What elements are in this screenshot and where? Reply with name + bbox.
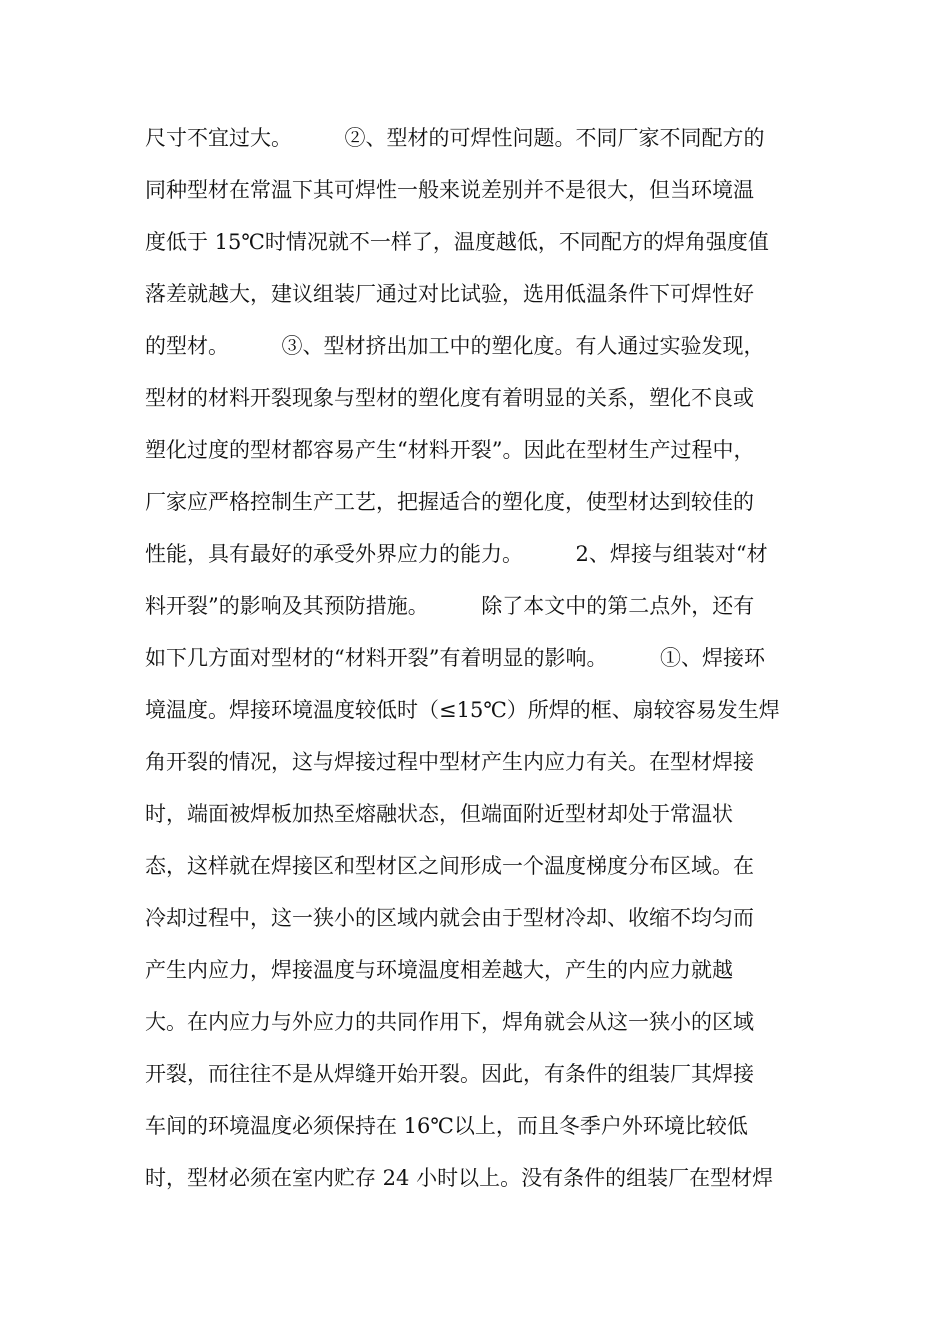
- text-line: 料开裂”的影响及其预防措施。 除了本文中的第二点外，还有: [145, 594, 755, 618]
- text-line: 塑化过度的型材都容易产生“材料开裂”。因此在型材生产过程中，: [145, 438, 755, 462]
- text-line: 境温度。焊接环境温度较低时（≤15℃）所焊的框、扇较容易发生焊: [145, 698, 780, 722]
- body-text: [145, 112, 815, 1204]
- text-line: 的型材。 ③、型材挤出加工中的塑化度。有人通过实验发现，: [145, 334, 765, 358]
- text-line: 型材的材料开裂现象与型材的塑化度有着明显的关系，塑化不良或: [145, 386, 754, 410]
- text-line: 态，这样就在焊接区和型材区之间形成一个温度梯度分布区域。在: [145, 854, 754, 878]
- text-line: 厂家应严格控制生产工艺，把握适合的塑化度，使型材达到较佳的: [145, 490, 754, 514]
- text-line: 同种型材在常温下其可焊性一般来说差别并不是很大，但当环境温: [145, 178, 754, 202]
- text-line: 性能，具有最好的承受外界应力的能力。 2、焊接与组装对“材: [145, 542, 768, 566]
- text-line: 车间的环境温度必须保持在 16℃以上，而且冬季户外环境比较低: [145, 1114, 748, 1138]
- text-line: 时，端面被焊板加热至熔融状态，但端面附近型材却处于常温状: [145, 802, 733, 826]
- text-line: 产生内应力，焊接温度与环境温度相差越大，产生的内应力就越: [145, 958, 733, 982]
- text-line: 大。在内应力与外应力的共同作用下，焊角就会从这一狭小的区域: [145, 1010, 754, 1034]
- text-line: 时，型材必须在室内贮存 24 小时以上。没有条件的组装厂在型材焊: [145, 1166, 774, 1190]
- text-line: 冷却过程中，这一狭小的区域内就会由于型材冷却、收缩不均匀而: [145, 906, 754, 930]
- text-line: 尺寸不宜过大。 ②、型材的可焊性问题。不同厂家不同配方的: [145, 126, 765, 150]
- text-line: 如下几方面对型材的“材料开裂”有着明显的影响。 ①、焊接环: [145, 646, 765, 670]
- text-line: 落差就越大，建议组装厂通过对比试验，选用低温条件下可焊性好: [145, 282, 754, 306]
- text-line: 开裂，而往往不是从焊缝开始开裂。因此，有条件的组装厂其焊接: [145, 1062, 754, 1086]
- text-line: 度低于 15℃时情况就不一样了，温度越低，不同配方的焊角强度值: [145, 230, 769, 254]
- text-line: 角开裂的情况，这与焊接过程中型材产生内应力有关。在型材焊接: [145, 750, 754, 774]
